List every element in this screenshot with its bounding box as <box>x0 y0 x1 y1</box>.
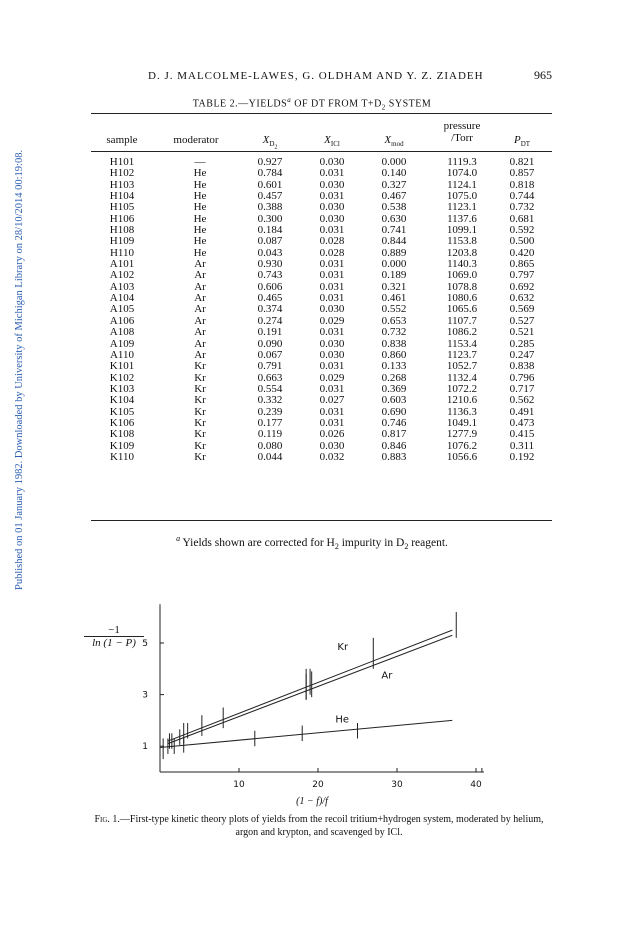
cell-x-d2: 0.067 <box>257 348 283 361</box>
cell-pressure: 1065.6 <box>446 303 478 316</box>
series-line-ar <box>168 635 452 743</box>
cell-moderator: He <box>193 167 207 180</box>
cell-p-dt: 0.692 <box>509 280 535 293</box>
cell-x-mod: 0.140 <box>381 167 407 180</box>
cell-x-mod: 0.746 <box>381 416 407 429</box>
cell-pressure: 1136.3 <box>447 405 477 418</box>
cell-pressure: 1137.6 <box>447 212 477 225</box>
cell-moderator: Kr <box>194 439 206 452</box>
cell-sample: H106 <box>109 212 135 225</box>
cell-p-dt: 0.415 <box>509 428 535 441</box>
cell-x-mod: 0.189 <box>381 269 407 282</box>
cell-p-dt: 0.857 <box>509 167 535 180</box>
series-label-he: He <box>335 714 350 726</box>
cell-x-icl: 0.031 <box>319 167 345 180</box>
cell-x-mod: 0.369 <box>381 382 407 395</box>
cell-p-dt: 0.285 <box>509 337 535 350</box>
cell-x-d2: 0.044 <box>257 450 283 463</box>
cell-pressure: 1074.0 <box>446 167 478 180</box>
table-row <box>91 452 552 463</box>
cell-p-dt: 0.632 <box>509 292 535 305</box>
cell-pressure: 1210.6 <box>446 394 478 407</box>
cell-moderator: Kr <box>194 428 206 441</box>
cell-x-icl: 0.030 <box>319 337 345 350</box>
cell-x-mod: 0.321 <box>381 280 407 293</box>
col-x-mod: $X_{mod}$ <box>384 134 404 149</box>
table-header-rule <box>91 151 552 152</box>
cell-sample: H103 <box>109 178 135 191</box>
cell-x-icl: 0.030 <box>319 201 345 214</box>
cell-pressure: 1107.7 <box>447 314 477 327</box>
cell-x-mod: 0.538 <box>381 201 407 214</box>
cell-x-icl: 0.030 <box>319 439 345 452</box>
table-header <box>91 120 552 150</box>
cell-x-icl: 0.027 <box>319 394 345 407</box>
cell-x-mod: 0.732 <box>381 326 407 339</box>
cell-moderator: He <box>193 246 207 259</box>
cell-x-d2: 0.784 <box>257 167 283 180</box>
table-body <box>91 157 552 463</box>
cell-pressure: 1076.2 <box>446 439 478 452</box>
y-tick-label: 5 <box>142 639 148 649</box>
cell-pressure: 1119.3 <box>447 156 477 168</box>
y-tick-label: 1 <box>142 742 148 753</box>
cell-pressure: 1052.7 <box>446 360 478 373</box>
cell-pressure: 1056.6 <box>446 450 478 463</box>
cell-p-dt: 0.311 <box>509 439 535 452</box>
cell-x-d2: 0.191 <box>257 326 283 339</box>
cell-p-dt: 0.192 <box>509 450 535 463</box>
cell-x-mod: 0.630 <box>381 212 407 225</box>
cell-x-mod: 0.461 <box>381 292 407 305</box>
cell-pressure: 1075.0 <box>446 190 478 203</box>
cell-pressure: 1132.4 <box>447 371 477 384</box>
cell-x-icl: 0.031 <box>319 360 345 373</box>
cell-x-d2: 0.743 <box>257 269 283 282</box>
cell-x-d2: 0.274 <box>257 314 283 327</box>
table-row <box>91 395 552 406</box>
cell-p-dt: 0.527 <box>509 314 535 327</box>
cell-p-dt: 0.500 <box>509 235 535 248</box>
cell-p-dt: 0.797 <box>509 269 535 282</box>
cell-x-d2: 0.043 <box>257 246 283 259</box>
cell-pressure: 1123.1 <box>447 201 477 214</box>
cell-x-d2: 0.606 <box>257 280 283 293</box>
cell-moderator: He <box>193 224 207 237</box>
cell-moderator: — <box>194 156 206 168</box>
cell-sample: H109 <box>109 235 135 248</box>
cell-x-mod: 0.327 <box>381 178 407 191</box>
cell-sample: A106 <box>109 314 135 327</box>
cell-x-icl: 0.031 <box>319 258 345 271</box>
cell-pressure: 1277.9 <box>446 428 478 441</box>
cell-x-icl: 0.031 <box>319 269 345 282</box>
cell-x-d2: 0.601 <box>257 178 283 191</box>
cell-moderator: Kr <box>194 394 206 407</box>
cell-moderator: Ar <box>194 258 206 271</box>
cell-x-mod: 0.133 <box>381 360 407 373</box>
cell-pressure: 1124.1 <box>447 178 477 191</box>
cell-x-d2: 0.119 <box>257 428 283 441</box>
cell-moderator: He <box>193 212 207 225</box>
figure-caption: Fig. 1.—First-type kinetic theory plots of yields from the recoil tritium+hydrogen system, moderated by helium, argon and krypton, and scavenged by ICl. <box>94 814 544 838</box>
cell-x-d2: 0.080 <box>257 439 283 452</box>
cell-x-mod: 0.817 <box>381 428 407 441</box>
table-row <box>91 168 552 179</box>
y-axis-label: $\frac{-1}{\ln (1 - P)}$ <box>84 624 144 649</box>
cell-pressure: 1140.3 <box>447 258 477 271</box>
cell-x-icl: 0.029 <box>319 371 345 384</box>
table-row <box>91 429 552 440</box>
cell-sample: K103 <box>109 382 135 395</box>
cell-sample: H101 <box>109 156 135 168</box>
col-moderator: moderator <box>173 134 219 146</box>
cell-sample: A108 <box>109 326 135 339</box>
cell-x-icl: 0.031 <box>319 405 345 418</box>
cell-pressure: 1153.4 <box>447 337 477 350</box>
cell-x-mod: 0.860 <box>381 348 407 361</box>
cell-sample: K102 <box>109 371 135 384</box>
col-p-dt: $P_{DT}$ <box>513 134 531 149</box>
cell-sample: K104 <box>109 394 135 407</box>
cell-sample: K105 <box>109 405 135 418</box>
x-tick-label: 10 <box>233 780 245 790</box>
cell-x-mod: 0.846 <box>381 439 407 452</box>
cell-sample: K110 <box>109 450 135 463</box>
cell-x-mod: 0.000 <box>381 258 407 271</box>
x-tick-label: 40 <box>470 780 482 790</box>
cell-moderator: Ar <box>194 337 206 350</box>
cell-p-dt: 0.491 <box>509 405 535 418</box>
cell-moderator: Kr <box>194 405 206 418</box>
col-x-icl: $X_{ICl}$ <box>324 134 340 149</box>
cell-sample: H110 <box>109 246 135 259</box>
watermark-text: Published on 01 January 1982. Downloaded by University of Michigan Library on 28/10/2014 00:19:08. <box>14 149 25 590</box>
cell-moderator: Ar <box>194 292 206 305</box>
cell-moderator: Ar <box>194 280 206 293</box>
table-row <box>91 361 552 372</box>
figure-1 <box>80 566 500 816</box>
cell-x-mod: 0.268 <box>381 371 407 384</box>
cell-x-d2: 0.663 <box>257 371 283 384</box>
cell-sample: K101 <box>109 360 135 373</box>
cell-x-d2: 0.791 <box>257 360 283 373</box>
download-watermark <box>14 120 28 590</box>
cell-x-icl: 0.030 <box>319 178 345 191</box>
cell-pressure: 1123.7 <box>447 348 477 361</box>
cell-p-dt: 0.569 <box>509 303 535 316</box>
cell-x-mod: 0.603 <box>381 394 407 407</box>
y-tick-label: 3 <box>142 690 148 701</box>
cell-pressure: 1099.1 <box>446 224 478 237</box>
cell-x-icl: 0.028 <box>319 246 345 259</box>
cell-x-mod: 0.844 <box>381 235 407 248</box>
cell-x-icl: 0.026 <box>319 428 345 441</box>
cell-sample: A104 <box>109 292 135 305</box>
cell-x-icl: 0.028 <box>319 235 345 248</box>
cell-x-icl: 0.031 <box>319 280 345 293</box>
cell-x-mod: 0.552 <box>381 303 407 316</box>
col-x-d2: $X_{D_2}$ <box>262 134 278 151</box>
cell-sample: K106 <box>109 416 135 429</box>
cell-p-dt: 0.521 <box>509 326 535 339</box>
cell-p-dt: 0.796 <box>509 371 535 384</box>
cell-moderator: Ar <box>194 326 206 339</box>
cell-pressure: 1078.8 <box>446 280 478 293</box>
series-line-he <box>160 720 452 747</box>
cell-x-icl: 0.029 <box>319 314 345 327</box>
cell-sample: A110 <box>109 348 135 361</box>
cell-sample: H102 <box>109 167 135 180</box>
cell-x-icl: 0.030 <box>319 303 345 316</box>
cell-x-icl: 0.030 <box>319 348 345 361</box>
cell-sample: H105 <box>109 201 135 214</box>
cell-x-d2: 0.087 <box>257 235 283 248</box>
cell-pressure: 1153.8 <box>447 235 477 248</box>
series-label-ar: Ar <box>381 670 393 682</box>
cell-x-icl: 0.030 <box>319 212 345 225</box>
cell-sample: H108 <box>109 224 135 237</box>
cell-x-d2: 0.930 <box>257 258 283 271</box>
cell-p-dt: 0.562 <box>509 394 535 407</box>
cell-x-mod: 0.000 <box>381 156 407 168</box>
cell-p-dt: 0.717 <box>509 382 535 395</box>
cell-sample: H104 <box>109 190 135 203</box>
table-row <box>91 327 552 338</box>
col-pressure: pressure /Torr <box>443 120 481 144</box>
cell-p-dt: 0.681 <box>509 212 535 225</box>
cell-p-dt: 0.592 <box>509 224 535 237</box>
cell-x-d2: 0.388 <box>257 201 283 214</box>
cell-moderator: Kr <box>194 360 206 373</box>
cell-x-icl: 0.031 <box>319 326 345 339</box>
cell-pressure: 1080.6 <box>446 292 478 305</box>
cell-x-mod: 0.889 <box>381 246 407 259</box>
cell-moderator: He <box>193 235 207 248</box>
cell-pressure: 1086.2 <box>446 326 478 339</box>
cell-p-dt: 0.865 <box>509 258 535 271</box>
cell-moderator: Ar <box>194 303 206 316</box>
cell-pressure: 1049.1 <box>446 416 478 429</box>
cell-x-icl: 0.032 <box>319 450 345 463</box>
cell-pressure: 1072.2 <box>446 382 478 395</box>
cell-x-d2: 0.554 <box>257 382 283 395</box>
cell-p-dt: 0.821 <box>509 156 535 168</box>
x-axis-label: (1 − f)/f <box>296 796 328 807</box>
cell-p-dt: 0.247 <box>509 348 535 361</box>
cell-moderator: Ar <box>194 314 206 327</box>
cell-pressure: 1069.0 <box>446 269 478 282</box>
cell-x-d2: 0.177 <box>257 416 283 429</box>
cell-x-icl: 0.031 <box>319 224 345 237</box>
cell-sample: A101 <box>109 258 135 271</box>
kinetic-plot <box>80 566 500 796</box>
cell-p-dt: 0.732 <box>509 201 535 214</box>
cell-p-dt: 0.744 <box>509 190 535 203</box>
cell-x-d2: 0.090 <box>257 337 283 350</box>
page-number: 965 <box>534 68 552 82</box>
table-bottom-rule <box>91 520 552 521</box>
cell-sample: A103 <box>109 280 135 293</box>
cell-moderator: Ar <box>194 348 206 361</box>
cell-x-mod: 0.741 <box>381 224 407 237</box>
cell-p-dt: 0.473 <box>509 416 535 429</box>
cell-x-d2: 0.300 <box>257 212 283 225</box>
cell-x-icl: 0.031 <box>319 416 345 429</box>
cell-x-d2: 0.457 <box>257 190 283 203</box>
cell-x-d2: 0.239 <box>257 405 283 418</box>
cell-p-dt: 0.838 <box>509 360 535 373</box>
cell-x-d2: 0.332 <box>257 394 283 407</box>
cell-x-d2: 0.374 <box>257 303 283 316</box>
cell-sample: K109 <box>109 439 135 452</box>
cell-sample: K108 <box>109 428 135 441</box>
cell-moderator: He <box>193 201 207 214</box>
cell-x-mod: 0.883 <box>381 450 407 463</box>
cell-x-d2: 0.927 <box>257 156 283 168</box>
cell-x-icl: 0.031 <box>319 292 345 305</box>
cell-x-mod: 0.653 <box>381 314 407 327</box>
table-footnote: $^a$ Yields shown are corrected for $H_2$ impurity in $D_2$ reagent. <box>176 534 448 552</box>
series-label-kr: Kr <box>337 641 349 653</box>
table-top-rule <box>91 113 552 114</box>
cell-x-d2: 0.465 <box>257 292 283 305</box>
cell-moderator: Kr <box>194 382 206 395</box>
cell-pressure: 1203.8 <box>446 246 478 259</box>
cell-sample: A105 <box>109 303 135 316</box>
cell-sample: A109 <box>109 337 135 350</box>
cell-x-icl: 0.030 <box>319 156 345 168</box>
cell-moderator: Kr <box>194 450 206 463</box>
cell-moderator: Ar <box>194 269 206 282</box>
table-title: TABLE 2.—YIELDS$^a$ OF DT FROM $T+D_2$ SYSTEM <box>192 96 432 112</box>
cell-moderator: He <box>193 190 207 203</box>
cell-sample: A102 <box>109 269 135 282</box>
cell-x-mod: 0.467 <box>381 190 407 203</box>
cell-moderator: Kr <box>194 371 206 384</box>
cell-p-dt: 0.420 <box>509 246 535 259</box>
cell-x-d2: 0.184 <box>257 224 283 237</box>
cell-x-icl: 0.031 <box>319 190 345 203</box>
cell-x-mod: 0.838 <box>381 337 407 350</box>
x-tick-label: 20 <box>312 780 324 790</box>
col-sample: sample <box>106 134 138 146</box>
cell-moderator: He <box>193 178 207 191</box>
cell-x-mod: 0.690 <box>381 405 407 418</box>
authors: D. J. MALCOLME-LAWES, G. OLDHAM AND Y. Z. ZIADEH <box>148 70 484 82</box>
cell-x-icl: 0.031 <box>319 382 345 395</box>
x-tick-label: 30 <box>391 780 403 790</box>
cell-moderator: Kr <box>194 416 206 429</box>
cell-p-dt: 0.818 <box>509 178 535 191</box>
